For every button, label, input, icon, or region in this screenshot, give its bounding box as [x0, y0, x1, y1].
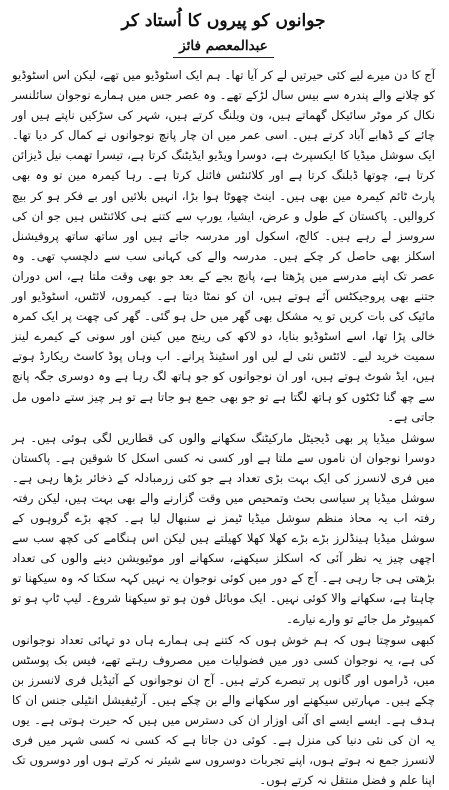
title-row	[12, 8, 435, 34]
article-author: عبدالمعصم فائز	[173, 35, 274, 58]
article-body	[12, 65, 435, 790]
article-paragraph: آج کا دن میرے لیے کئی حیرتیں لے کر آیا تھا۔ ہم ایک اسٹوڈیو میں تھے، لیکن اس اسٹوڈیو کو چلانے والے پندرہ سے بیس سال لڑکے تھے۔ وہ عصر جس میں ہمارے نوجوان سائلنسر نکال کر موٹر سائیکل گھماتے ہیں، ون ویلنگ کرتے ہیں، شہر کی سڑکیں ناپتے ہیں اور چائے کے ڈھابے آباد کرتے ہیں۔ اسی عمر میں ان چار پانچ نوجوانوں نے کمال کر دیا تھا۔ ایک سوشل میڈیا کا ایکسپرٹ ہے، دوسرا ویڈیو ایڈیٹنگ کرتا ہے، تیسرا تھمب نیل ڈیزائن کرتا ہے، چوتھا ڈبلنگ کرتا ہے اور کلائنٹس فائنل کرتا ہے۔ رہا کیمرہ مین تو وہ بھی پارٹ ٹائم کیمرہ مین بھی ہیں۔ اینٹ چھوٹا ہوا بڑا، انہیں بلائیں اور بے فکر ہو کر بیچ کروالیں۔ پاکستان کے طول و عرض، ایشیا، یورپ سے کتنے ہی کلائنٹس ہیں جو ان کی سروسز لے رہے ہیں۔ کالج، اسکول اور مدرسہ جاتے ہیں اور ساتھ ساتھ پروفیشنل اسکلز بھی حاصل کر چکے ہیں۔ مدرسہ والے کی کہانی سب سے دلچسپ تھی۔ وہ عصر تک اپنے مدرسے میں پڑھتا ہے، پانچ بجے کے بعد جو بھی وقت ملتا ہے، اس دوران جتنے بھی پروجیکٹس آئے ہوتے ہیں، ان کو نمٹا دیتا ہے۔ کیمروں، لائٹس، اسٹوڈیو اور مائیک کی بات کریں تو یہ مشکل بھی گھر میں حل ہو گئی۔ گھر کی چھت پر ایک کمرہ خالی پڑا تھا، اسے اسٹوڈیو بنایا، دو لاکھ کی رینج میں کینن اور سونی کے کیمرے لینز سمیت خرید لیے۔ لائٹس نئی لے لیں اور اسٹینڈ پرانے۔ اب وہاں پوڈ کاسٹ ریکارڈ ہوتے ہیں، ایڈ شوٹ ہوتے ہیں، اور ان نوجوانوں کو جو ہاتھ لگ رہا ہے وہ دوسری جگہ پانچ سے چھ گنا ٹکٹوں کو ہاتھ لگتا ہے تو جو بھی جمع ہو جاتا ہے تو ہر چیز ستے داموں مل جاتی ہے۔	[12, 68, 435, 424]
article-paragraph: سوشل میڈیا پر بھی ڈیجیٹل مارکیٹنگ سکھانے والوں کی قطاریں لگی ہوئی ہیں۔ ہر دوسرا نوجوان ان ناموں سے ملتا ہے اور کسی نہ کسی اسکل کا شوقین ہے۔ پاکستان میں فری لانسرز کی ایک بہت بڑی تعداد ہے جو کئی زرمبادلہ کے ذخائر بڑھا رہی ہے۔ سوشل میڈیا پر سیاسی بحث وتمحیص میں وقت گزارنے والے بھی بہت ہیں، لیکن رفتہ رفتہ اب یہ محاذ منظم سوشل میڈیا ٹیمز نے سنبھال لیا ہے۔ کچھ بڑے گروہوں کے سوشل میڈیا ہینڈلرز بڑے بڑے کھلا کھلا کھیلتے ہیں لیکن اس ہنگامے کی کچھ سب سے اچھی چیز یہ نظر آئی کہ اسکلز سیکھنے، سکھانے اور موٹیویشن دینے والوں کی تعداد بڑھتی ہی جا رہی ہے۔ آج کے دور میں کوئی نوجوان یہ نہیں کہہ سکتا کہ وہ سیکھنا تو چاہتا ہے، سکھانے والا کوئی نہیں۔ ایک موبائل فون ہو تو سیکھنا شروع۔ لیپ ٹاپ ہو تو کمپیوٹر مل جائے تو وارے نیارے۔	[12, 430, 435, 626]
author-row	[12, 35, 435, 57]
article-paragraph: کبھی سوچتا ہوں کہ ہم خوش ہوں کہ کتنے ہی ہمارے ہاں دو تہائی تعداد نوجوانوں کی ہے، یہ نوجوان کسی دور میں فضولیات میں مصروف رہتے تھے، فیس بک پوسٹس میں، ڈراموں اور گانوں پر تبصرے کرتے ہیں۔ آج ان نوجوانوں کے آئیڈیل فری لانسرز بن چکے ہیں۔ مہارتیں سیکھنے اور سکھانے والے بن چکے ہیں۔ آرٹیفیشل انٹیلی جنس ان کا ہدف ہے۔ ایسے ایسے ای آئی اوزار ان کی دسترس میں ہیں کہ حیرت ہوتی ہے۔ یوں یہ ان کی نئی دنیا کی منزل ہے۔ کوئی دن جاتا ہے کہ کسی نہ کسی شہر میں فری لانسرز جمع نہ ہوتے ہوں، اپنے تجربات دوسروں سے شیئر نہ کرتے ہوں اور دوسروں تک اپنا علم و فضل منتقل نہ کرتے ہوں۔	[12, 632, 435, 788]
article-title: جوانوں کو پیروں کا اُستاد کر	[121, 11, 326, 31]
